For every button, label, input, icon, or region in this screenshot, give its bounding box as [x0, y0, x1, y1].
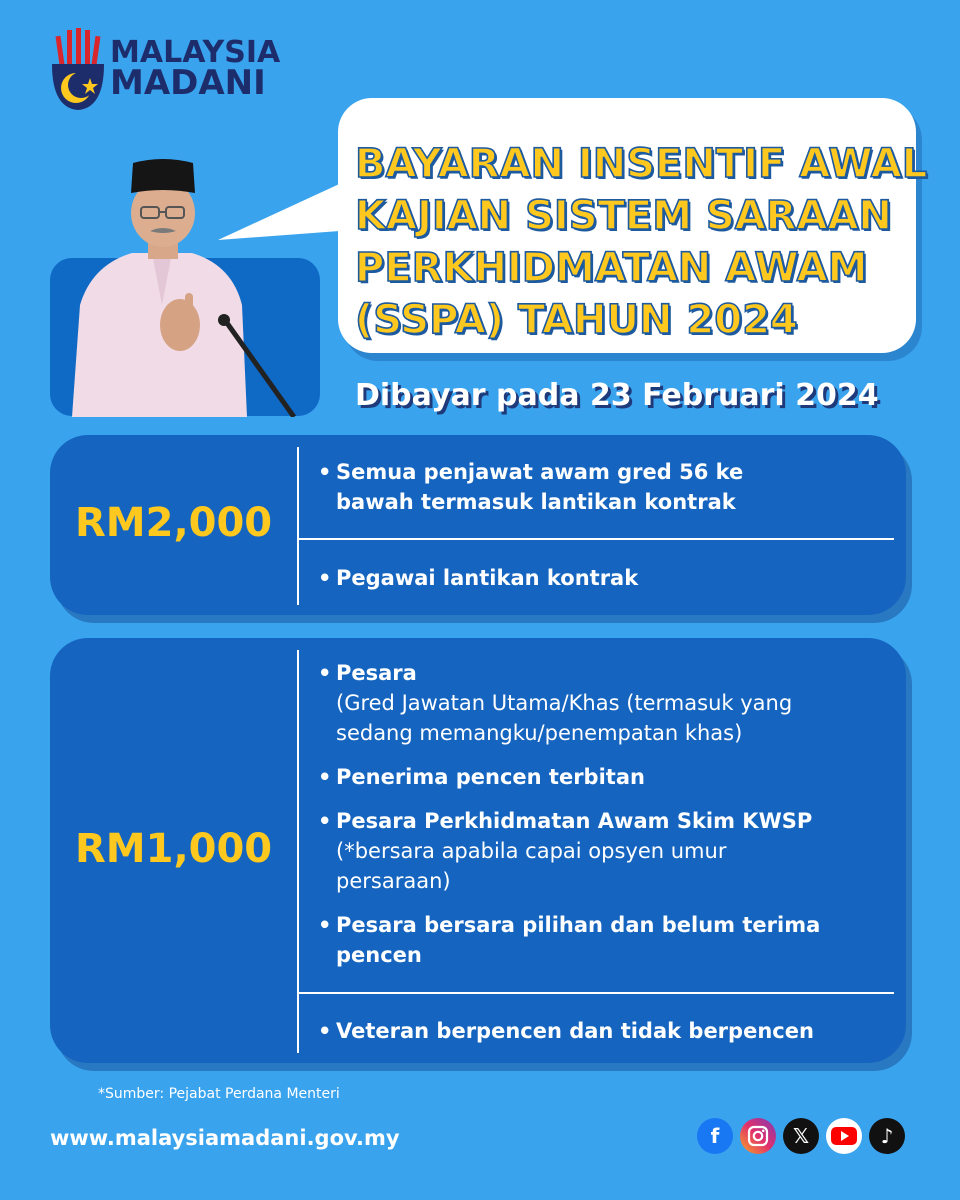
title-line-3: PERKHIDMATAN AWAM [355, 245, 868, 291]
logo-wordmark [110, 35, 281, 103]
list-item: • Penerima pencen terbitan [318, 765, 645, 789]
x-icon[interactable]: 𝕏 [783, 1118, 819, 1154]
source-note: *Sumber: Pejabat Perdana Menteri [98, 1086, 340, 1102]
amount-rm2000: RM2,000 [75, 500, 273, 546]
list-item: • Semua penjawat awam gred 56 ke bawah termasuk lantikan kontrak [318, 460, 744, 514]
list-item: • Pesara bersara pilihan dan belum terima pencen [318, 913, 821, 967]
panel1-divider-vertical [297, 447, 299, 605]
list-item: • Pesara Perkhidmatan Awam Skim KWSP (*bersara apabila capai opsyen umur persaraan) [318, 809, 813, 893]
instagram-icon[interactable] [740, 1118, 776, 1154]
tiktok-icon[interactable]: ♪ [869, 1118, 905, 1154]
list-item: • Veteran berpencen dan tidak berpencen [318, 1019, 814, 1043]
panel1-divider-horizontal [298, 538, 894, 540]
payment-date: Dibayar pada 23 Februari 2024 [355, 378, 879, 413]
title-line-1: BAYARAN INSENTIF AWAL [355, 141, 928, 187]
website-link[interactable]: www.malaysiamadani.gov.my [50, 1126, 400, 1150]
panel2-divider-horizontal [298, 992, 894, 994]
amount-rm1000: RM1,000 [75, 826, 273, 872]
facebook-icon[interactable]: f [697, 1118, 733, 1154]
title-line-4: (SSPA) TAHUN 2024 [355, 297, 798, 343]
title-line-2: KAJIAN SISTEM SARAAN [355, 193, 892, 239]
youtube-icon[interactable] [826, 1118, 862, 1154]
logo-line-1: MALAYSIA [110, 35, 281, 70]
speech-bubble-tail [218, 180, 358, 260]
list-item: • Pesara (Gred Jawatan Utama/Khas (termasuk yang sedang memangku/penempatan khas) [318, 661, 793, 745]
logo-line-2: MADANI [110, 63, 266, 103]
headline-title [355, 138, 928, 346]
malaysia-madani-logo [48, 28, 108, 112]
list-item: • Pegawai lantikan kontrak [318, 566, 639, 590]
